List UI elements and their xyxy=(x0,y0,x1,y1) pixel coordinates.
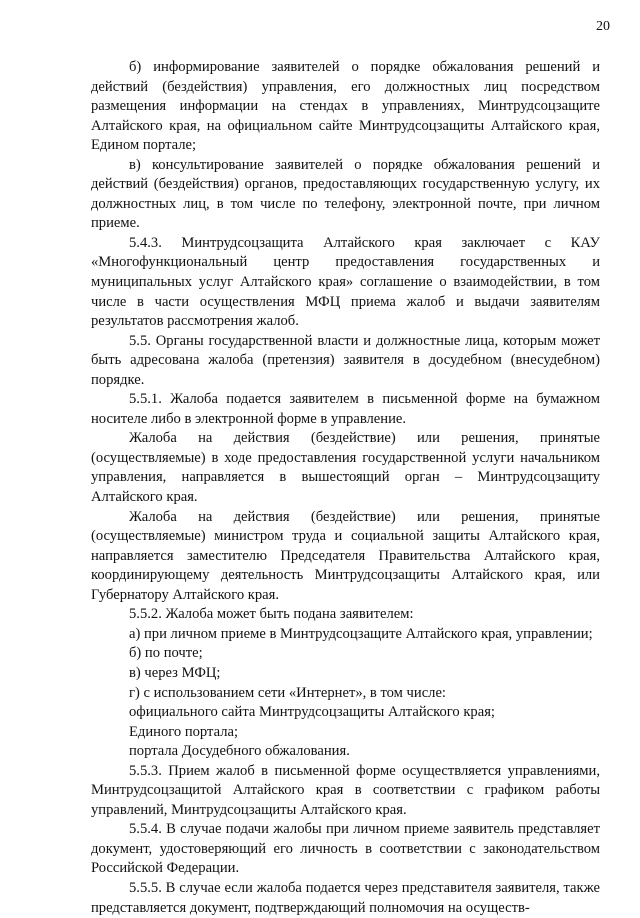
paragraph-5-5-2: 5.5.2. Жалоба может быть подана заявителем: xyxy=(129,606,414,623)
paragraph-5-5: 5.5. Органы государственной власти и должностные лица, которым может быть адресована жалоба (претензия) заявителя в досудебном (внесудебном) порядке. xyxy=(91,332,600,388)
paragraph-5-5-4: 5.5.4. В случае подачи жалобы при личном приеме заявитель представляет документ, удостоверяющий его личность в соответствии с законодательством Российской Федерации. xyxy=(91,821,600,877)
list-item-b: б) по почте; xyxy=(129,645,203,662)
list-item-official-site: официального сайта Минтрудсоцзащиты Алтайского края; xyxy=(129,704,495,721)
paragraph-5-4-3: 5.4.3. Минтрудсоцзащита Алтайского края заключает с КАУ «Многофункциональный центр предоставления государственных и муниципальных услуг Алтайского края» соглашение о взаимодействии, в том числе в части осуществления МФЦ приема жалоб и выдачи заявителям результатов рассмотрения жалоб. xyxy=(91,234,600,330)
paragraph-5-5-3: 5.5.3. Прием жалоб в письменной форме осуществляется управлениями, Минтрудсоцзащитой Алтайского края в соответствии с графиком работы управлений, Минтрудсоцзащиты Алтайского края. xyxy=(91,762,600,818)
paragraph-complaint-minister: Жалоба на действия (бездействие) или решения, принятые (осуществляемые) министром труда и социальной защиты Алтайского края, направляется заместителю Председателя Правительства Алтайского края, координирующему деятельность Минтрудсоцзащиты Алтайского края, или Губернатору Алтайского края. xyxy=(91,508,600,603)
list-item-v: в) через МФЦ; xyxy=(129,664,221,681)
page-number: 20 xyxy=(596,19,610,34)
paragraph-v-consulting: в) консультирование заявителей о порядке обжалования решений и действий (бездействия) органов, предоставляющих государственную услугу, их должностных лиц, в том числе по телефону, электронной почте, при личном приеме. xyxy=(91,156,600,232)
list-item-g: г) с использованием сети «Интернет», в том числе: xyxy=(129,684,446,701)
paragraph-5-5-1: 5.5.1. Жалоба подается заявителем в письменной форме на бумажном носителе либо в электронной форме в управление. xyxy=(91,391,600,427)
paragraph-complaint-head: Жалоба на действия (бездействие) или решения, принятые (осуществляемые) в ходе предоставления государственной услуги начальником управления, направляется в вышестоящий орган – Минтрудсоцзащиту Алтайского края. xyxy=(91,430,600,506)
list-item-pretrial-portal: портала Досудебного обжалования. xyxy=(129,743,350,760)
list-item-a: а) при личном приеме в Минтрудсоцзащите Алтайского края, управлении; xyxy=(129,625,593,642)
list-item-unified-portal: Единого портала; xyxy=(129,723,239,740)
document-body xyxy=(91,58,600,918)
paragraph-5-5-5: 5.5.5. В случае если жалоба подается через представителя заявителя, также представляется документ, подтверждающий полномочия на осуществ- xyxy=(91,879,600,916)
paragraph-b-informing: б) информирование заявителей о порядке обжалования решений и действий (бездействия) управления, его должностных лиц посредством размещения информации на стендах в управлениях, Минтрудсоцзащите Алтайского края, на официальном сайте Минтрудсоцзащиты Алтайского края, Едином портале; xyxy=(91,59,600,154)
